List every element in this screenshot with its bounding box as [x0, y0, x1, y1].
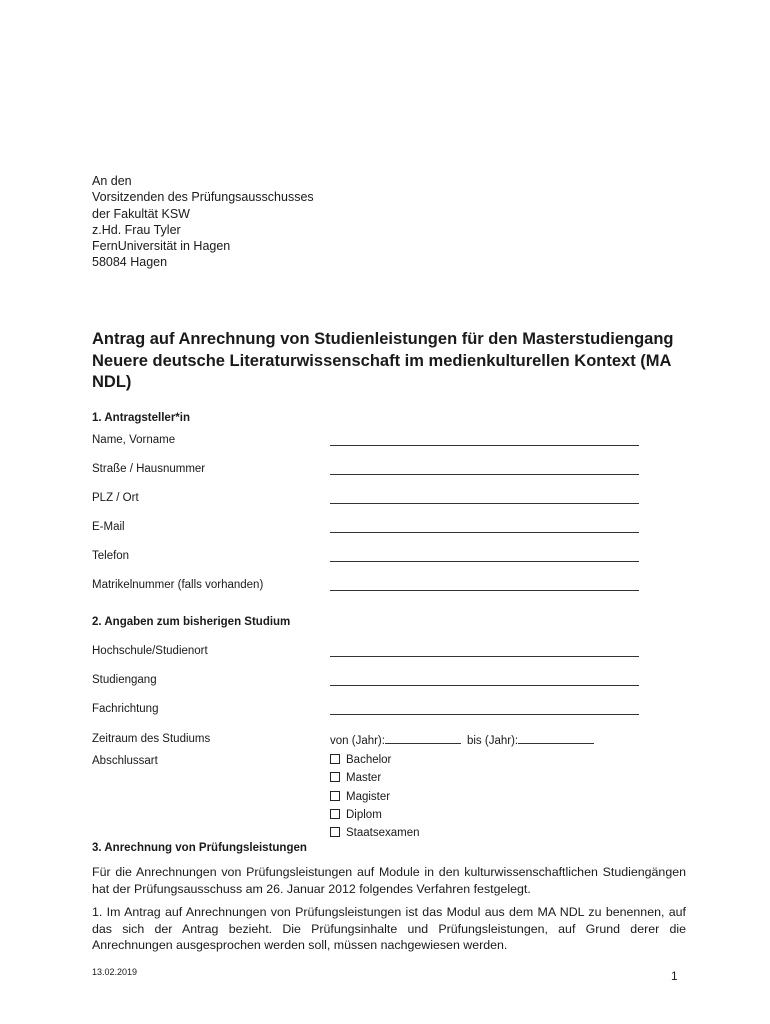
page-number: 1 [671, 969, 678, 983]
degree-option-label: Diplom [346, 808, 382, 821]
field-label-matriculation: Matrikelnummer (falls vorhanden) [92, 579, 264, 591]
field-line-program[interactable] [330, 674, 639, 686]
period-to-line[interactable] [518, 733, 594, 744]
degree-options [330, 751, 420, 842]
degree-option-diplom[interactable] [330, 806, 420, 824]
checkbox-icon[interactable] [330, 809, 340, 819]
field-label-street: Straße / Hausnummer [92, 463, 206, 475]
period-from-line[interactable] [385, 733, 461, 744]
field-label-zip-city: PLZ / Ort [92, 492, 139, 504]
address-line: 58084 Hagen [92, 255, 168, 270]
degree-option-staatsexamen[interactable] [330, 824, 420, 842]
field-line-zip-city[interactable] [330, 492, 639, 504]
checkbox-icon[interactable] [330, 827, 340, 837]
degree-option-label: Staatsexamen [346, 827, 420, 840]
address-line: Vorsitzenden des Prüfungsausschusses [92, 190, 314, 205]
field-line-email[interactable] [330, 521, 639, 533]
checkbox-icon[interactable] [330, 791, 340, 801]
checkbox-icon[interactable] [330, 754, 340, 764]
degree-option-label: Magister [346, 790, 391, 803]
degree-option-label: Bachelor [346, 754, 392, 766]
field-line-phone[interactable] [330, 550, 639, 562]
field-line-matriculation[interactable] [330, 579, 639, 591]
paragraph-rule-1: 1. Im Antrag auf Anrechnungen von Prüfungsleistungen ist das Modul aus dem MA NDL zu benennen, auf das sich der Antrag bezieht. Die Prüfungsinhalte und Prüfungsleistungen, auf Grund derer die Anrechnungen ausgesprochen werden soll, müssen nachgewiesen werden. [92, 905, 686, 952]
degree-option-magister[interactable] [330, 788, 420, 806]
field-label-subject: Fachrichtung [92, 703, 159, 715]
address-line: der Fakultät KSW [92, 206, 190, 221]
field-label-period: Zeitraum des Studiums [92, 733, 211, 745]
degree-option-master[interactable] [330, 769, 420, 787]
field-label-university: Hochschule/Studienort [92, 645, 208, 657]
period-from-label: von (Jahr): [330, 735, 385, 747]
field-label-name: Name, Vorname [92, 434, 176, 446]
section-heading-studies: 2. Angaben zum bisherigen Studium [92, 616, 291, 628]
paragraph-procedure: Für die Anrechnungen von Prüfungsleistungen auf Module in den kulturwissenschaftlichen Studiengängen hat der Prüfungsausschuss am 26. Januar 2012 folgendes Verfahren festgelegt. [92, 865, 686, 896]
section-heading-applicant: 1. Antragsteller*in [92, 412, 190, 424]
field-label-email: E-Mail [92, 521, 125, 533]
field-line-subject[interactable] [330, 703, 639, 715]
recipient-address [92, 173, 314, 271]
checkbox-icon[interactable] [330, 772, 340, 782]
field-line-street[interactable] [330, 463, 639, 475]
field-label-degree: Abschlussart [92, 755, 158, 767]
period-fields [330, 733, 600, 747]
field-line-name[interactable] [330, 434, 639, 446]
address-line: FernUniversität in Hagen [92, 239, 231, 254]
address-line: An den [92, 174, 132, 188]
field-label-phone: Telefon [92, 550, 130, 562]
degree-option-label: Master [346, 772, 382, 785]
field-label-program: Studiengang [92, 674, 157, 686]
period-to-label: bis (Jahr): [466, 735, 519, 747]
field-line-university[interactable] [330, 645, 639, 657]
footer-date: 13.02.2019 [92, 967, 138, 977]
document-title: Antrag auf Anrechnung von Studienleistungen für den Masterstudiengang Neuere deutsche Literaturwissenschaft im medienkulturellen Kontext (MA NDL) [92, 330, 674, 391]
section-heading-recognition: 3. Anrechnung von Prüfungsleistungen [92, 842, 307, 854]
degree-option-bachelor[interactable] [330, 751, 420, 769]
address-line: z.Hd. Frau Tyler [92, 222, 181, 237]
